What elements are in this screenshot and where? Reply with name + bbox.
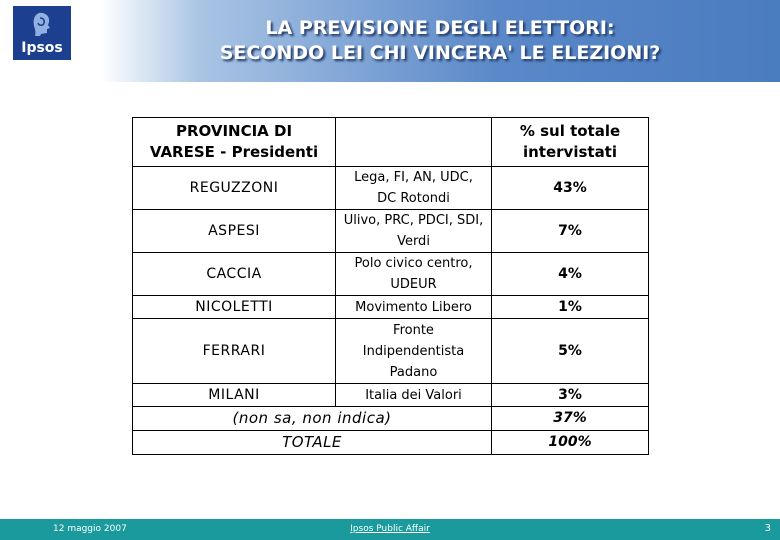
coalition-line: Polo civico centro, <box>354 256 473 271</box>
ipsos-logo <box>13 6 71 60</box>
table-header-row <box>133 118 649 167</box>
table-row <box>133 384 649 407</box>
header-province <box>133 118 336 167</box>
footer-date: 12 maggio 2007 <box>53 524 127 534</box>
table-row <box>133 319 649 384</box>
candidate-name: NICOLETTI <box>133 296 336 319</box>
title-line-1: LA PREVISIONE DEGLI ELETTORI: <box>265 17 615 39</box>
coalition-line: Lega, FI, AN, UDC, <box>354 170 473 185</box>
non-sa-percent: 37% <box>492 407 649 431</box>
coalition-line: DC Rotondi <box>377 191 450 206</box>
coalition-line: Movimento Libero <box>355 299 472 315</box>
header-percent-line2: intervistati <box>522 143 617 161</box>
logo-area <box>0 0 95 82</box>
candidate-name: REGUZZONI <box>133 167 336 210</box>
non-sa-label: (non sa, non indica) <box>133 407 492 431</box>
footer-link[interactable]: Ipsos Public Affair <box>350 524 430 534</box>
results-table <box>132 117 649 455</box>
candidate-percent: 5% <box>492 319 649 384</box>
total-row <box>133 431 649 455</box>
coalition-line: Italia dei Valori <box>365 387 462 403</box>
non-sa-row <box>133 407 649 431</box>
title-line-2: SECONDO LEI CHI VINCERA' LE ELEZIONI? <box>219 42 661 64</box>
coalition-line: Verdi <box>397 234 430 249</box>
candidate-percent: 3% <box>492 384 649 407</box>
coalition-line: Fronte <box>393 322 434 338</box>
page-title <box>120 16 760 66</box>
candidate-name: FERRARI <box>133 319 336 384</box>
candidate-coalition <box>336 296 492 319</box>
candidate-name: MILANI <box>133 384 336 407</box>
total-percent: 100% <box>492 431 649 455</box>
footer-bar <box>0 519 780 540</box>
total-label: TOTALE <box>133 431 492 455</box>
header-percent <box>492 118 649 167</box>
header-province-line2: VARESE - Presidenti <box>149 143 319 161</box>
table-row <box>133 253 649 296</box>
coalition-line: UDEUR <box>390 277 437 292</box>
candidate-percent: 7% <box>492 210 649 253</box>
candidate-percent: 43% <box>492 167 649 210</box>
header-banner <box>0 0 780 82</box>
header-province-line1: PROVINCIA DI <box>175 122 293 140</box>
coalition-line: Indipendentista <box>362 343 465 359</box>
candidate-coalition <box>336 319 492 384</box>
coalition-line: Padano <box>389 364 438 380</box>
candidate-coalition <box>336 210 492 253</box>
page-number: 3 <box>764 523 771 534</box>
candidate-coalition <box>336 384 492 407</box>
coalition-line: Ulivo, PRC, PDCI, SDI, <box>343 213 484 228</box>
candidate-percent: 1% <box>492 296 649 319</box>
candidate-name: ASPESI <box>133 210 336 253</box>
table-row <box>133 210 649 253</box>
candidate-coalition <box>336 167 492 210</box>
candidate-percent: 4% <box>492 253 649 296</box>
candidate-coalition <box>336 253 492 296</box>
header-coalition <box>336 118 492 167</box>
table-row <box>133 296 649 319</box>
candidate-name: CACCIA <box>133 253 336 296</box>
head-profile-icon <box>33 12 51 36</box>
logo-text: Ipsos <box>21 40 63 56</box>
table-row <box>133 167 649 210</box>
header-percent-line1: % sul totale <box>519 122 621 140</box>
